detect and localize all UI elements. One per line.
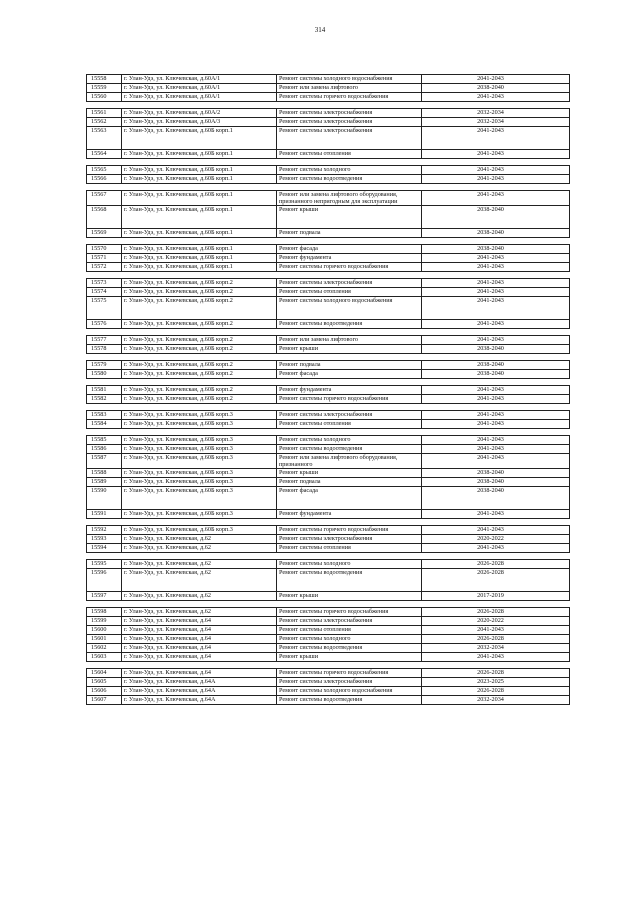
table-row xyxy=(87,370,570,379)
table-row xyxy=(87,617,570,626)
table-row xyxy=(87,445,570,454)
work-type-cell: Ремонт системы электроснабжения xyxy=(277,127,422,150)
address-cell: г. Улан-Удэ, ул. Ключевская, д.64 xyxy=(122,669,277,678)
address-cell: г. Улан-Удэ, ул. Ключевская, д.60Б корп.2 xyxy=(122,297,277,320)
address-cell: г. Улан-Удэ, ул. Ключевская, д.60Б корп.2 xyxy=(122,320,277,329)
period-cell: 2038-2040 xyxy=(422,361,570,370)
row-number: 15565 xyxy=(87,166,122,175)
address-cell: г. Улан-Удэ, ул. Ключевская, д.62 xyxy=(122,560,277,569)
address-cell: г. Улан-Удэ, ул. Ключевская, д.60А/1 xyxy=(122,93,277,102)
work-type-cell: Ремонт системы холодного xyxy=(277,560,422,569)
work-type-cell: Ремонт системы горячего водоснабжения xyxy=(277,395,422,404)
work-type-cell: Ремонт крыши xyxy=(277,469,422,478)
work-type-cell: Ремонт системы отопления xyxy=(277,420,422,429)
page-number: 314 xyxy=(314,26,326,34)
address-cell: г. Улан-Удэ, ул. Ключевская, д.64 xyxy=(122,653,277,662)
period-cell: 2026-2028 xyxy=(422,569,570,592)
work-type-cell: Ремонт фундамента xyxy=(277,254,422,263)
work-type-cell: Ремонт подвала xyxy=(277,478,422,487)
table-row xyxy=(87,320,570,329)
work-type-cell: Ремонт системы водоотведения xyxy=(277,644,422,653)
period-cell: 2041-2043 xyxy=(422,75,570,84)
work-type-cell: Ремонт системы водоотведения xyxy=(277,696,422,705)
row-number: 15603 xyxy=(87,653,122,662)
table-row xyxy=(87,288,570,297)
work-type-cell: Ремонт подвала xyxy=(277,229,422,238)
address-cell: г. Улан-Удэ, ул. Ключевская, д.64 xyxy=(122,644,277,653)
row-number: 15583 xyxy=(87,411,122,420)
row-number: 15571 xyxy=(87,254,122,263)
row-number: 15567 xyxy=(87,191,122,206)
work-type-cell: Ремонт системы электроснабжения xyxy=(277,279,422,288)
table-row xyxy=(87,687,570,696)
address-cell: г. Улан-Удэ, ул. Ключевская, д.60Б корп.2 xyxy=(122,288,277,297)
row-number: 15575 xyxy=(87,297,122,320)
address-cell: г. Улан-Удэ, ул. Ключевская, д.64А xyxy=(122,687,277,696)
address-cell: г. Улан-Удэ, ул. Ключевская, д.60Б корп.3 xyxy=(122,436,277,445)
table-row xyxy=(87,592,570,601)
row-number: 15587 xyxy=(87,454,122,469)
row-number: 15580 xyxy=(87,370,122,379)
row-number: 15600 xyxy=(87,626,122,635)
row-number: 15607 xyxy=(87,696,122,705)
row-spacer xyxy=(87,379,570,386)
row-number: 15589 xyxy=(87,478,122,487)
work-type-cell: Ремонт системы горячего водоснабжения xyxy=(277,526,422,535)
work-type-cell: Ремонт крыши xyxy=(277,653,422,662)
work-type-cell: Ремонт системы электроснабжения xyxy=(277,109,422,118)
address-cell: г. Улан-Удэ, ул. Ключевская, д.60Б корп.1 xyxy=(122,150,277,159)
address-cell: г. Улан-Удэ, ул. Ключевская, д.60Б корп.2 xyxy=(122,386,277,395)
row-number: 15598 xyxy=(87,608,122,617)
row-number: 15594 xyxy=(87,544,122,553)
table-row xyxy=(87,166,570,175)
period-cell: 2026-2028 xyxy=(422,687,570,696)
period-cell: 2020-2022 xyxy=(422,535,570,544)
table-row xyxy=(87,386,570,395)
row-number: 15585 xyxy=(87,436,122,445)
address-cell: г. Улан-Удэ, ул. Ключевская, д.60Б корп.3 xyxy=(122,487,277,510)
period-cell: 2038-2040 xyxy=(422,370,570,379)
work-type-cell: Ремонт или замена лифтового xyxy=(277,336,422,345)
period-cell: 2041-2043 xyxy=(422,175,570,184)
address-cell: г. Улан-Удэ, ул. Ключевская, д.62 xyxy=(122,592,277,601)
period-cell: 2041-2043 xyxy=(422,420,570,429)
row-number: 15566 xyxy=(87,175,122,184)
spacer-cell xyxy=(87,238,570,245)
row-number: 15569 xyxy=(87,229,122,238)
row-spacer xyxy=(87,354,570,361)
row-number: 15599 xyxy=(87,617,122,626)
table-row xyxy=(87,635,570,644)
table-row xyxy=(87,678,570,687)
work-type-cell: Ремонт фасада xyxy=(277,487,422,510)
spacer-cell xyxy=(87,404,570,411)
table-row xyxy=(87,420,570,429)
row-number: 15564 xyxy=(87,150,122,159)
work-type-cell: Ремонт фундамента xyxy=(277,510,422,519)
period-cell: 2041-2043 xyxy=(422,297,570,320)
table-row xyxy=(87,279,570,288)
address-cell: г. Улан-Удэ, ул. Ключевская, д.62 xyxy=(122,608,277,617)
table-row xyxy=(87,191,570,206)
address-cell: г. Улан-Удэ, ул. Ключевская, д.64 xyxy=(122,635,277,644)
table-row xyxy=(87,175,570,184)
table-row xyxy=(87,510,570,519)
spacer-cell xyxy=(87,553,570,560)
period-cell: 2041-2043 xyxy=(422,411,570,420)
table-row xyxy=(87,608,570,617)
period-cell: 2041-2043 xyxy=(422,288,570,297)
period-cell: 2038-2040 xyxy=(422,345,570,354)
period-cell: 2041-2043 xyxy=(422,526,570,535)
work-type-cell: Ремонт крыши xyxy=(277,592,422,601)
table-row xyxy=(87,535,570,544)
work-type-cell: Ремонт системы горячего водоснабжения xyxy=(277,263,422,272)
table-row xyxy=(87,626,570,635)
row-number: 15596 xyxy=(87,569,122,592)
address-cell: г. Улан-Удэ, ул. Ключевская, д.60Б корп.3 xyxy=(122,411,277,420)
row-number: 15590 xyxy=(87,487,122,510)
address-cell: г. Улан-Удэ, ул. Ключевская, д.60Б корп.3 xyxy=(122,478,277,487)
address-cell: г. Улан-Удэ, ул. Ключевская, д.64 xyxy=(122,626,277,635)
work-type-cell: Ремонт системы водоотведения xyxy=(277,569,422,592)
row-number: 15572 xyxy=(87,263,122,272)
period-cell: 2041-2043 xyxy=(422,445,570,454)
table-row xyxy=(87,263,570,272)
work-type-cell: Ремонт системы холодного водоснабжения xyxy=(277,297,422,320)
address-cell: г. Улан-Удэ, ул. Ключевская, д.60Б корп.1 xyxy=(122,206,277,229)
work-type-cell: Ремонт системы отопления xyxy=(277,288,422,297)
period-cell: 2041-2043 xyxy=(422,127,570,150)
work-type-cell: Ремонт системы холодного xyxy=(277,166,422,175)
row-spacer xyxy=(87,429,570,436)
period-cell: 2041-2043 xyxy=(422,166,570,175)
row-spacer xyxy=(87,272,570,279)
row-spacer xyxy=(87,184,570,191)
period-cell: 2041-2043 xyxy=(422,191,570,206)
row-number: 15602 xyxy=(87,644,122,653)
work-type-cell: Ремонт системы отопления xyxy=(277,626,422,635)
period-cell: 2032-2034 xyxy=(422,118,570,127)
table-row xyxy=(87,569,570,592)
address-cell: г. Улан-Удэ, ул. Ключевская, д.60Б корп.1 xyxy=(122,245,277,254)
address-cell: г. Улан-Удэ, ул. Ключевская, д.60Б корп.2 xyxy=(122,395,277,404)
work-type-cell: Ремонт системы водоотведения xyxy=(277,175,422,184)
table-row xyxy=(87,669,570,678)
table-row xyxy=(87,75,570,84)
spacer-cell xyxy=(87,519,570,526)
period-cell: 2038-2040 xyxy=(422,206,570,229)
row-number: 15592 xyxy=(87,526,122,535)
period-cell: 2041-2043 xyxy=(422,336,570,345)
period-cell: 2041-2043 xyxy=(422,320,570,329)
work-type-cell: Ремонт или замена лифтового оборудования, признанного xyxy=(277,454,422,469)
table-row xyxy=(87,560,570,569)
row-number: 15576 xyxy=(87,320,122,329)
period-cell: 2026-2028 xyxy=(422,635,570,644)
work-type-cell: Ремонт системы водоотведения xyxy=(277,320,422,329)
period-cell: 2032-2034 xyxy=(422,696,570,705)
work-type-cell: Ремонт системы электроснабжения xyxy=(277,535,422,544)
row-spacer xyxy=(87,553,570,560)
table-row xyxy=(87,361,570,370)
spacer-cell xyxy=(87,429,570,436)
table-row xyxy=(87,454,570,469)
table-row xyxy=(87,478,570,487)
table-row xyxy=(87,229,570,238)
period-cell: 2020-2022 xyxy=(422,617,570,626)
work-type-cell: Ремонт системы горячего водоснабжения xyxy=(277,93,422,102)
period-cell: 2032-2034 xyxy=(422,644,570,653)
table-row xyxy=(87,127,570,150)
table-row xyxy=(87,345,570,354)
period-cell: 2038-2040 xyxy=(422,245,570,254)
row-number: 15558 xyxy=(87,75,122,84)
period-cell: 2038-2040 xyxy=(422,229,570,238)
address-cell: г. Улан-Удэ, ул. Ключевская, д.60Б корп.1 xyxy=(122,229,277,238)
period-cell: 2041-2043 xyxy=(422,395,570,404)
table-row xyxy=(87,436,570,445)
address-cell: г. Улан-Удэ, ул. Ключевская, д.60А/3 xyxy=(122,118,277,127)
period-cell: 2017-2019 xyxy=(422,592,570,601)
table-row xyxy=(87,84,570,93)
table-row xyxy=(87,469,570,478)
table-row xyxy=(87,109,570,118)
work-type-cell: Ремонт системы электроснабжения xyxy=(277,411,422,420)
address-cell: г. Улан-Удэ, ул. Ключевская, д.60Б корп.3 xyxy=(122,454,277,469)
row-spacer xyxy=(87,662,570,669)
period-cell: 2026-2028 xyxy=(422,608,570,617)
table-row xyxy=(87,206,570,229)
table-row xyxy=(87,336,570,345)
row-number: 15595 xyxy=(87,560,122,569)
row-number: 15562 xyxy=(87,118,122,127)
table-row xyxy=(87,544,570,553)
row-spacer xyxy=(87,519,570,526)
period-cell: 2026-2028 xyxy=(422,669,570,678)
table-row xyxy=(87,644,570,653)
work-type-cell: Ремонт системы холодного xyxy=(277,635,422,644)
row-number: 15586 xyxy=(87,445,122,454)
row-spacer xyxy=(87,404,570,411)
period-cell: 2026-2028 xyxy=(422,560,570,569)
row-number: 15601 xyxy=(87,635,122,644)
period-cell: 2041-2043 xyxy=(422,263,570,272)
spacer-cell xyxy=(87,379,570,386)
row-number: 15578 xyxy=(87,345,122,354)
work-type-cell: Ремонт крыши xyxy=(277,345,422,354)
period-cell: 2041-2043 xyxy=(422,93,570,102)
table-row xyxy=(87,395,570,404)
work-type-cell: Ремонт фундамента xyxy=(277,386,422,395)
address-cell: г. Улан-Удэ, ул. Ключевская, д.60Б корп.3 xyxy=(122,420,277,429)
work-type-cell: Ремонт системы горячего водоснабжения xyxy=(277,608,422,617)
spacer-cell xyxy=(87,601,570,608)
row-number: 15579 xyxy=(87,361,122,370)
period-cell: 2041-2043 xyxy=(422,454,570,469)
period-cell: 2038-2040 xyxy=(422,469,570,478)
period-cell: 2038-2040 xyxy=(422,84,570,93)
spacer-cell xyxy=(87,662,570,669)
address-cell: г. Улан-Удэ, ул. Ключевская, д.60А/2 xyxy=(122,109,277,118)
row-number: 15563 xyxy=(87,127,122,150)
table-row xyxy=(87,118,570,127)
period-cell: 2041-2043 xyxy=(422,436,570,445)
table-row xyxy=(87,245,570,254)
address-cell: г. Улан-Удэ, ул. Ключевская, д.62 xyxy=(122,535,277,544)
work-type-cell: Ремонт системы электроснабжения xyxy=(277,678,422,687)
work-type-cell: Ремонт системы холодного xyxy=(277,436,422,445)
address-cell: г. Улан-Удэ, ул. Ключевская, д.62 xyxy=(122,544,277,553)
table-row xyxy=(87,297,570,320)
address-cell: г. Улан-Удэ, ул. Ключевская, д.60Б корп.2 xyxy=(122,345,277,354)
period-cell: 2032-2034 xyxy=(422,109,570,118)
address-cell: г. Улан-Удэ, ул. Ключевская, д.60Б корп.1 xyxy=(122,166,277,175)
period-cell: 2041-2043 xyxy=(422,510,570,519)
row-number: 15568 xyxy=(87,206,122,229)
period-cell: 2041-2043 xyxy=(422,279,570,288)
row-number: 15581 xyxy=(87,386,122,395)
row-number: 15561 xyxy=(87,109,122,118)
period-cell: 2041-2043 xyxy=(422,386,570,395)
period-cell: 2023-2025 xyxy=(422,678,570,687)
work-type-cell: Ремонт системы отопления xyxy=(277,544,422,553)
address-cell: г. Улан-Удэ, ул. Ключевская, д.60Б корп.2 xyxy=(122,370,277,379)
address-cell: г. Улан-Удэ, ул. Ключевская, д.60Б корп.1 xyxy=(122,175,277,184)
address-cell: г. Улан-Удэ, ул. Ключевская, д.64А xyxy=(122,678,277,687)
row-number: 15597 xyxy=(87,592,122,601)
work-type-cell: Ремонт крыши xyxy=(277,206,422,229)
work-type-cell: Ремонт фасада xyxy=(277,370,422,379)
row-number: 15606 xyxy=(87,687,122,696)
address-cell: г. Улан-Удэ, ул. Ключевская, д.64А xyxy=(122,696,277,705)
work-type-cell: Ремонт системы водоотведения xyxy=(277,445,422,454)
table-row xyxy=(87,653,570,662)
row-spacer xyxy=(87,238,570,245)
row-number: 15573 xyxy=(87,279,122,288)
table-row xyxy=(87,254,570,263)
address-cell: г. Улан-Удэ, ул. Ключевская, д.60Б корп.3 xyxy=(122,510,277,519)
row-number: 15605 xyxy=(87,678,122,687)
address-cell: г. Улан-Удэ, ул. Ключевская, д.60Б корп.3 xyxy=(122,526,277,535)
address-cell: г. Улан-Удэ, ул. Ключевская, д.64 xyxy=(122,617,277,626)
spacer-cell xyxy=(87,184,570,191)
row-number: 15593 xyxy=(87,535,122,544)
table-row xyxy=(87,526,570,535)
row-spacer xyxy=(87,601,570,608)
work-type-cell: Ремонт системы отопления xyxy=(277,150,422,159)
row-spacer xyxy=(87,329,570,336)
work-type-cell: Ремонт системы холодного водоснабжения xyxy=(277,687,422,696)
spacer-cell xyxy=(87,354,570,361)
period-cell: 2038-2040 xyxy=(422,478,570,487)
address-cell: г. Улан-Удэ, ул. Ключевская, д.60Б корп.1 xyxy=(122,254,277,263)
work-type-cell: Ремонт или замена лифтового оборудования, признанного непригодным для эксплуатации xyxy=(277,191,422,206)
spacer-cell xyxy=(87,102,570,109)
row-spacer xyxy=(87,102,570,109)
table-row xyxy=(87,487,570,510)
spacer-cell xyxy=(87,272,570,279)
work-type-cell: Ремонт системы электроснабжения xyxy=(277,118,422,127)
row-number: 15559 xyxy=(87,84,122,93)
address-cell: г. Улан-Удэ, ул. Ключевская, д.60Б корп.3 xyxy=(122,469,277,478)
address-cell: г. Улан-Удэ, ул. Ключевская, д.60Б корп.1 xyxy=(122,191,277,206)
row-number: 15577 xyxy=(87,336,122,345)
row-spacer xyxy=(87,159,570,166)
address-cell: г. Улан-Удэ, ул. Ключевская, д.60Б корп.1 xyxy=(122,263,277,272)
period-cell: 2041-2043 xyxy=(422,544,570,553)
work-type-cell: Ремонт или замена лифтового xyxy=(277,84,422,93)
work-type-cell: Ремонт системы электроснабжения xyxy=(277,617,422,626)
table-row xyxy=(87,93,570,102)
repair-schedule-table xyxy=(86,74,570,705)
address-cell: г. Улан-Удэ, ул. Ключевская, д.60Б корп.2 xyxy=(122,279,277,288)
row-number: 15560 xyxy=(87,93,122,102)
address-cell: г. Улан-Удэ, ул. Ключевская, д.60Б корп.1 xyxy=(122,127,277,150)
row-number: 15584 xyxy=(87,420,122,429)
address-cell: г. Улан-Удэ, ул. Ключевская, д.60А/1 xyxy=(122,75,277,84)
row-number: 15604 xyxy=(87,669,122,678)
work-type-cell: Ремонт системы горячего водоснабжения xyxy=(277,669,422,678)
table-row xyxy=(87,411,570,420)
spacer-cell xyxy=(87,329,570,336)
period-cell: 2041-2043 xyxy=(422,150,570,159)
row-number: 15588 xyxy=(87,469,122,478)
row-number: 15570 xyxy=(87,245,122,254)
table-row xyxy=(87,150,570,159)
period-cell: 2038-2040 xyxy=(422,487,570,510)
address-cell: г. Улан-Удэ, ул. Ключевская, д.60Б корп.3 xyxy=(122,445,277,454)
address-cell: г. Улан-Удэ, ул. Ключевская, д.60А/1 xyxy=(122,84,277,93)
table-row xyxy=(87,696,570,705)
spacer-cell xyxy=(87,159,570,166)
row-number: 15582 xyxy=(87,395,122,404)
period-cell: 2041-2043 xyxy=(422,254,570,263)
row-number: 15574 xyxy=(87,288,122,297)
address-cell: г. Улан-Удэ, ул. Ключевская, д.62 xyxy=(122,569,277,592)
period-cell: 2041-2043 xyxy=(422,653,570,662)
work-type-cell: Ремонт системы холодного водоснабжения xyxy=(277,75,422,84)
address-cell: г. Улан-Удэ, ул. Ключевская, д.60Б корп.2 xyxy=(122,336,277,345)
work-type-cell: Ремонт фасада xyxy=(277,245,422,254)
work-type-cell: Ремонт подвала xyxy=(277,361,422,370)
address-cell: г. Улан-Удэ, ул. Ключевская, д.60Б корп.2 xyxy=(122,361,277,370)
row-number: 15591 xyxy=(87,510,122,519)
period-cell: 2041-2043 xyxy=(422,626,570,635)
